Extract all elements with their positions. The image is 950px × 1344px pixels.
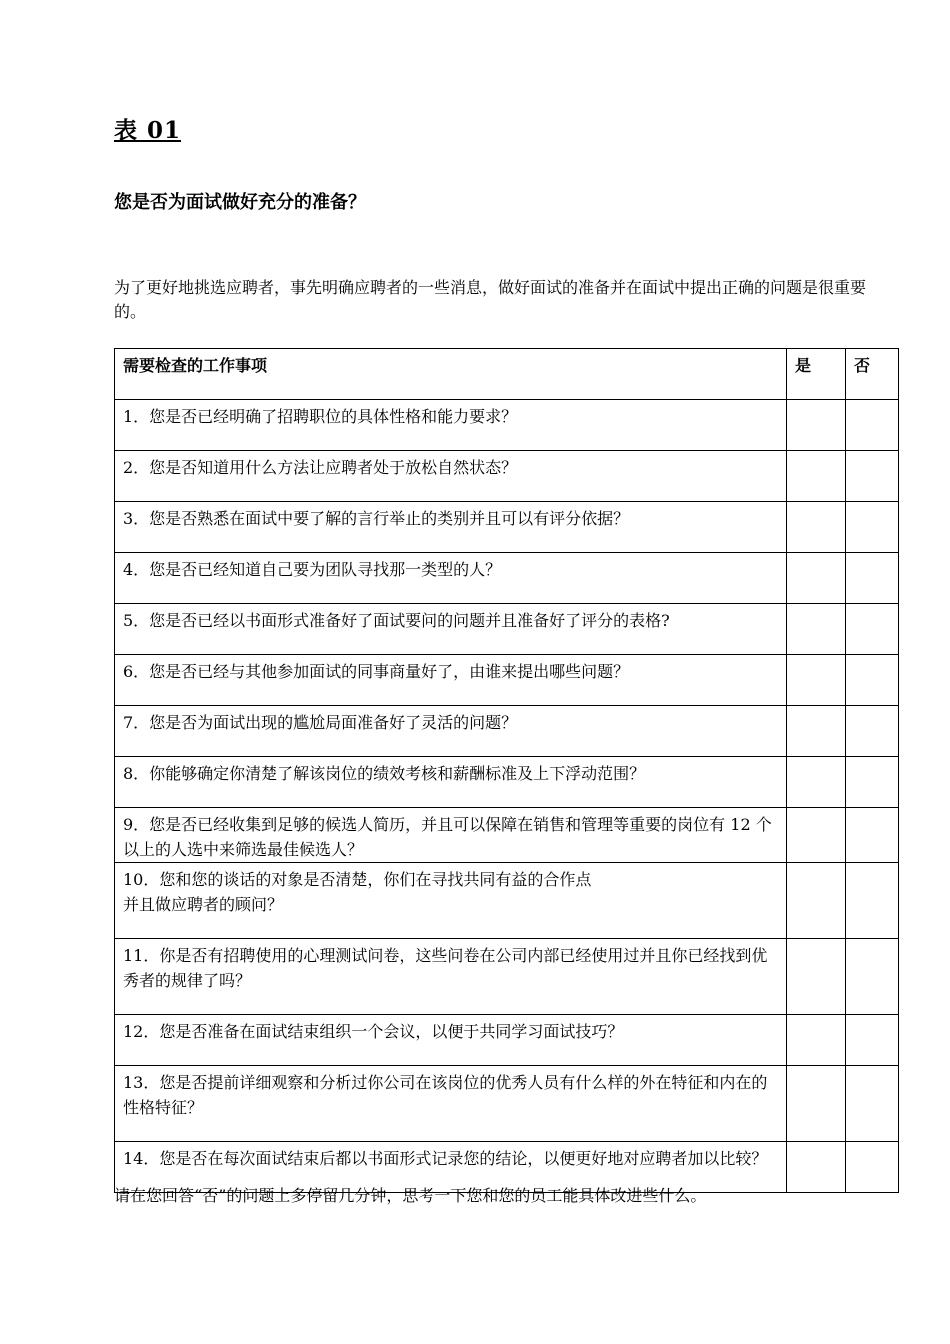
yes-cell[interactable] [787, 1066, 846, 1142]
row-question: 6．您是否已经与其他参加面试的同事商量好了，由谁来提出哪些问题？ [115, 655, 787, 706]
no-cell[interactable] [846, 400, 899, 451]
row-question: 14．您是否在每次面试结束后都以书面形式记录您的结论，以便更好地对应聘者加以比较？ [115, 1142, 787, 1193]
row-question: 7．您是否为面试出现的尴尬局面准备好了灵活的问题？ [115, 706, 787, 757]
no-cell[interactable] [846, 604, 899, 655]
row-question-line: 10．您和您的谈话的对象是否清楚，你们在寻找共同有益的合作点 [123, 870, 592, 889]
table-label: 表 01 [114, 117, 182, 144]
yes-cell[interactable] [787, 939, 846, 1015]
table-row [115, 553, 899, 604]
no-cell[interactable] [846, 706, 899, 757]
no-cell[interactable] [846, 502, 899, 553]
table-row [115, 502, 899, 553]
table-row [115, 1015, 899, 1066]
yes-cell[interactable] [787, 400, 846, 451]
header-no: 否 [846, 349, 899, 400]
no-cell[interactable] [846, 1142, 899, 1193]
row-question: 11．你是否有招聘使用的心理测试问卷，这些问卷在公司内部已经使用过并且你已经找到优秀者的规律了吗？ [115, 939, 787, 1015]
row-question: 8．你能够确定你清楚了解该岗位的绩效考核和薪酬标准及上下浮动范围？ [115, 757, 787, 808]
no-cell[interactable] [846, 863, 899, 939]
table-row [115, 400, 899, 451]
table-row [115, 706, 899, 757]
table-row [115, 655, 899, 706]
yes-cell[interactable] [787, 1142, 846, 1193]
row-question: 3．您是否熟悉在面试中要了解的言行举止的类别并且可以有评分依据？ [115, 502, 787, 553]
yes-cell[interactable] [787, 808, 846, 863]
yes-cell[interactable] [787, 863, 846, 939]
table-row [115, 757, 899, 808]
table-header-row [115, 349, 899, 400]
no-cell[interactable] [846, 939, 899, 1015]
row-question: 13．您是否提前详细观察和分析过你公司在该岗位的优秀人员有什么样的外在特征和内在的性格特征？ [115, 1066, 787, 1142]
no-cell[interactable] [846, 553, 899, 604]
row-question: 4．您是否已经知道自己要为团队寻找那一类型的人？ [115, 553, 787, 604]
row-question [115, 863, 787, 939]
row-question: 1．您是否已经明确了招聘职位的具体性格和能力要求？ [115, 400, 787, 451]
table-row [115, 1066, 899, 1142]
row-question: 12．您是否准备在面试结束组织一个会议，以便于共同学习面试技巧？ [115, 1015, 787, 1066]
yes-cell[interactable] [787, 502, 846, 553]
table-row [115, 451, 899, 502]
header-item: 需要检查的工作事项 [115, 349, 787, 400]
footer-note: 请在您回答“否”的问题上多停留几分钟，思考一下您和您的员工能具体改进些什么。 [114, 1186, 707, 1205]
checklist-table [114, 348, 899, 1193]
table-row [115, 808, 899, 863]
no-cell[interactable] [846, 1015, 899, 1066]
yes-cell[interactable] [787, 604, 846, 655]
page-title: 您是否为面试做好充分的准备？ [114, 192, 366, 213]
row-question-line: 并且做应聘者的顾问？ [123, 895, 284, 914]
row-question: 2．您是否知道用什么方法让应聘者处于放松自然状态？ [115, 451, 787, 502]
yes-cell[interactable] [787, 1015, 846, 1066]
yes-cell[interactable] [787, 757, 846, 808]
no-cell[interactable] [846, 655, 899, 706]
yes-cell[interactable] [787, 655, 846, 706]
intro-paragraph: 为了更好地挑选应聘者，事先明确应聘者的一些消息，做好面试的准备并在面试中提出正确的问题是很重要的。 [114, 278, 867, 321]
row-question: 5．您是否已经以书面形式准备好了面试要问的问题并且准备好了评分的表格? [115, 604, 787, 655]
table-row [115, 863, 899, 939]
header-yes: 是 [787, 349, 846, 400]
no-cell[interactable] [846, 451, 899, 502]
table-row [115, 939, 899, 1015]
row-question: 9．您是否已经收集到足够的候选人简历，并且可以保障在销售和管理等重要的岗位有 12 个以上的人选中来筛选最佳候选人？ [115, 808, 787, 863]
no-cell[interactable] [846, 1066, 899, 1142]
table-row [115, 604, 899, 655]
yes-cell[interactable] [787, 451, 846, 502]
yes-cell[interactable] [787, 553, 846, 604]
no-cell[interactable] [846, 757, 899, 808]
yes-cell[interactable] [787, 706, 846, 757]
no-cell[interactable] [846, 808, 899, 863]
